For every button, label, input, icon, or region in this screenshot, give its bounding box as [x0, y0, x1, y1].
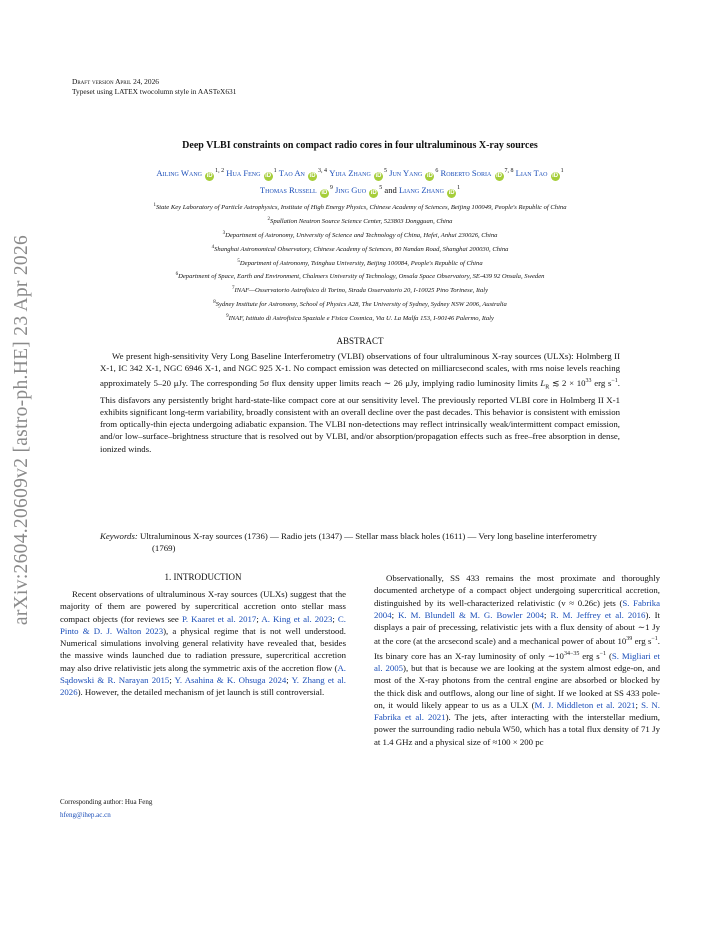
text: . Its binary core has an X-ray luminosity of only ∼10: [374, 636, 660, 661]
affiliation-number: 9: [226, 314, 229, 320]
affiliation-number: 6: [175, 272, 179, 278]
author-entry: [156, 168, 226, 178]
author-name[interactable]: Tao An: [278, 167, 305, 178]
citation-link[interactable]: A. King et al. 2023: [261, 613, 333, 624]
citation-link[interactable]: C. Pinto & D. J. Walton 2023: [60, 613, 346, 636]
affiliation: [60, 200, 660, 214]
text: erg s: [579, 650, 600, 661]
email-link[interactable]: hfeng@ihep.ac.cn: [60, 811, 111, 819]
arxiv-sidebar-stamp: [2, 190, 42, 670]
author-affil-marker: 5: [379, 184, 383, 191]
author-name[interactable]: Lian Tao: [515, 167, 548, 178]
abstract-heading: ABSTRACT: [336, 336, 384, 346]
citation-link[interactable]: P. Kaaret et al. 2017: [181, 613, 257, 624]
affiliation-text: State Key Laboratory of Particle Astrophysics, Institute of High Energy Physics, Chinese Academy of Sciences, Beijing 100049, People's Republic of China: [155, 204, 567, 212]
text: Observationally, SS 433 remains the most proximate and thoroughly documented archetype of a compact object undergoing supercritical accretion, distinguished by its well-characterized relativistic (v ≈ 0.26c) jets (: [374, 573, 660, 608]
affiliation-number: 7: [231, 286, 235, 292]
affiliation: [60, 256, 660, 270]
lum-unit-exponent: −1: [611, 377, 618, 384]
orcid-icon[interactable]: iD: [496, 172, 502, 179]
author-name[interactable]: Roberto Soria: [440, 167, 492, 178]
exponent: −1: [599, 650, 607, 657]
orcid-icon[interactable]: iD: [426, 172, 433, 179]
affiliation: [60, 283, 660, 297]
text: ;: [391, 609, 399, 620]
text: ). It displays a pair of precessing, relativistic jets with a flux density of about ∼1 Jy at the core (at the arcsecond scale) and a mechanical power of about 10: [374, 609, 660, 647]
author-entry: [389, 168, 440, 178]
keywords-text: Ultraluminous X-ray sources (1736) — Radio jets (1347) — Stellar mass black holes (1611) — Very long baseline interferometry (1769): [140, 531, 597, 554]
author-affil-marker: 1: [273, 168, 277, 174]
author-entry: [329, 168, 389, 178]
author-name[interactable]: Yijia Zhang: [329, 167, 371, 178]
exponent: −1: [651, 636, 658, 643]
citation-link[interactable]: S. N. Fabrika et al. 2021: [374, 699, 660, 723]
affiliation-text: Sydney Institute for Astronomy, School of Physics A28, The University of Sydney, Sydney NSW 2006, Australia: [215, 301, 507, 309]
author-entry: [226, 168, 278, 178]
affiliation-text: Shanghai Astronomical Observatory, Chinese Academy of Sciences, 80 Nandan Road, Shanghai 200030, China: [214, 245, 509, 253]
intro-right-column: [374, 572, 660, 748]
author-conjunction: and: [384, 184, 399, 195]
text: (: [606, 650, 612, 661]
citation-link[interactable]: Y. Asahina & K. Ohsuga 2024: [174, 675, 287, 686]
author-entry: [260, 185, 335, 195]
author-affil-marker: 1: [560, 168, 564, 174]
author-name[interactable]: Jing Guo: [335, 184, 367, 195]
text: ;: [544, 609, 551, 620]
exponent: 34−35: [563, 650, 580, 657]
text: ;: [169, 675, 175, 686]
affiliation-text: INAF, Istituto di Astrofisica Spaziale e Fisica Cosmica, Via U. La Malfa 153, I-90146 Palermo, Italy: [228, 315, 494, 323]
abstract-text-1: We present high-sensitivity Very Long Baseline Interferometry (VLBI) observations of four ultraluminous X-ray sources (ULXs): Holmberg II X-1, IC 342 X-1, NGC 6946 X-1, and NGC 925 X-1. No compact emission was detected on milliarcsecond scales, with rms noise levels reaching approximately 5–20 μJy. The corresponding 5σ flux density upper limits reach ∼ 26 μJy, implying radio luminosity limits: [100, 351, 620, 388]
orcid-icon[interactable]: iD: [552, 172, 559, 179]
orcid-icon[interactable]: iD: [448, 189, 455, 196]
affiliation: [60, 311, 660, 325]
typeset-note: Typeset using LATEX twocolumn style in AASTeX631: [72, 87, 237, 96]
text: ), a physical regime that is not well understood. Numerical simulations involving general relativity have revealed that, besides the massive winds launched due to radiation pressure, supercritical accretion may also drive relativistic jets along the symmetric axis of the accretion flow (: [60, 625, 346, 673]
text: ), but that is because we are looking at the system almost edge-on, and most of the X-ray photons from the central engine are absorbed or blocked by the thick disk and outflows, along our line of sight. If we looked at SS 433 pole-on, it would likely appear to us as a ULX (: [374, 662, 660, 710]
author-entry: [399, 185, 460, 195]
author-affil-marker: 7, 8: [504, 168, 514, 174]
affiliation: [60, 242, 660, 256]
orcid-icon[interactable]: iD: [375, 172, 382, 179]
intro-left-column: [60, 588, 346, 699]
affiliation: [60, 297, 660, 311]
corresponding-author: Corresponding author: Hua Feng: [60, 798, 153, 806]
affiliation-number: 8: [213, 300, 216, 306]
footnote: [60, 796, 346, 822]
lum-exponent: 33: [585, 377, 592, 384]
citation-link[interactable]: S. Fabrika 2004: [374, 597, 660, 620]
lum-symbol: L: [540, 377, 546, 388]
author-entry: [440, 168, 515, 178]
author-affil-marker: 9: [329, 184, 333, 191]
arxiv-id: arXiv:2604.20609v2 [astro-ph.HE] 23 Apr 2026: [11, 234, 32, 626]
affiliation-list: [60, 200, 660, 325]
author-entry: [279, 168, 329, 178]
author-name[interactable]: Jun Yang: [389, 167, 423, 178]
draft-version: Draft version April 24, 2026: [72, 77, 159, 86]
author-name[interactable]: Ailing Wang: [156, 167, 202, 178]
affiliation-text: Department of Space, Earth and Environment, Chalmers University of Technology, Onsala Space Observatory, SE-439 92 Onsala, Sweden: [178, 273, 545, 281]
text: ;: [286, 675, 292, 686]
text: ;: [332, 613, 338, 624]
author-affil-marker: 3, 4: [318, 168, 328, 174]
affiliation: [60, 228, 660, 242]
author-entry: [335, 185, 384, 195]
keywords-label: Keywords:: [100, 531, 138, 541]
orcid-icon[interactable]: iD: [206, 172, 213, 179]
author-name[interactable]: Hua Feng: [226, 167, 261, 178]
author-line-1: [80, 164, 640, 181]
affiliation-text: Spallation Neutron Source Science Center, 523803 Dongguan, China: [270, 218, 453, 226]
text: ;: [256, 613, 262, 624]
author-line-2: [80, 181, 640, 198]
author-affil-marker: 6: [435, 168, 439, 174]
exponent: 39: [626, 636, 633, 643]
affiliation-text: Department of Astronomy, University of Science and Technology of China, Hefei, Anhui 230026, China: [225, 231, 498, 239]
orcid-icon[interactable]: iD: [321, 189, 328, 196]
author-affil-marker: 1, 2: [215, 168, 225, 174]
affiliation-number: 5: [237, 258, 240, 264]
section-heading-introduction: 1. INTRODUCTION: [164, 572, 242, 582]
affiliation-text: Department of Astronomy, Tsinghua University, Beijing 100084, People's Republic of China: [239, 259, 483, 267]
text: ). The jets, after interacting with the interstellar medium, power the surrounding radio nebula W50, which has a total flux density of 71 Jy at 1.4 GHz and a physical size of ≈100 × 200 pc: [374, 712, 660, 747]
orcid-icon[interactable]: iD: [370, 189, 377, 196]
author-name[interactable]: Thomas Russell: [259, 184, 317, 195]
text: ;: [635, 699, 642, 710]
text: Recent observations of ultraluminous X-ray sources (ULXs) suggest that the majority of them are powered by supercritical accretion onto stellar mass compact objects (for reviews see: [60, 589, 346, 624]
author-name[interactable]: Liang Zhang: [398, 184, 444, 195]
citation-link[interactable]: Y. Zhang et al. 2026: [60, 675, 346, 698]
affiliation-number: 4: [211, 244, 215, 250]
keywords: [100, 530, 620, 555]
citation-link[interactable]: M. J. Middleton et al. 2021: [534, 699, 636, 710]
affiliation-number: 3: [222, 230, 226, 236]
citation-link[interactable]: K. M. Blundell & M. G. Bowler 2004: [398, 609, 545, 620]
abstract-body: [100, 350, 620, 455]
lum-unit: erg s: [591, 377, 612, 388]
lum-subscript: R: [545, 384, 550, 391]
affiliation: [60, 269, 660, 283]
author-entry: [516, 168, 564, 178]
text: erg s: [632, 636, 652, 647]
affiliation-number: 2: [267, 216, 271, 222]
text: ). However, the detailed mechanism of jet launch is still controversial.: [77, 687, 325, 698]
abstract-text-2: . This disfavors any persistently bright hard-state-like compact core at our sensitivity level. The previously reported VLBI core in Holmberg II X-1 exhibits significant long-term variability, broadly consistent with an overall decline over the past decades. This behavior is consistent with emission from optically-thin ejecta undergoing adiabatic expansion. The VLBI non-detections may reflect intrinsically weak/intermittent compact emission, and/or low–surface–brightness structure that is resolved out by VLBI, and/or absorption/propagation effects such as free–free absorption in dense, ionized winds.: [100, 377, 620, 454]
orcid-icon[interactable]: iD: [309, 172, 316, 179]
lum-value: ≲ 2 × 10: [549, 377, 586, 388]
citation-link[interactable]: S. Migliari et al. 2005: [374, 650, 660, 673]
author-list: [80, 164, 640, 198]
affiliation-text: INAF—Osservatorio Astrofisico di Torino, Strada Osservatorio 20, I-10025 Pino Torinese, Italy: [234, 287, 489, 295]
paper-title: Deep VLBI constraints on compact radio cores in four ultraluminous X-ray sources: [182, 140, 538, 151]
author-affil-marker: 1: [457, 184, 461, 191]
affiliation: [60, 214, 660, 228]
citation-link[interactable]: A. Sądowski & R. Narayan 2015: [60, 662, 346, 686]
author-affil-marker: 5: [383, 168, 387, 174]
orcid-icon[interactable]: iD: [265, 172, 272, 179]
affiliation-number: 1: [153, 203, 156, 208]
citation-link[interactable]: R. M. Jeffrey et al. 2016: [550, 609, 646, 620]
running-header: [72, 77, 236, 97]
